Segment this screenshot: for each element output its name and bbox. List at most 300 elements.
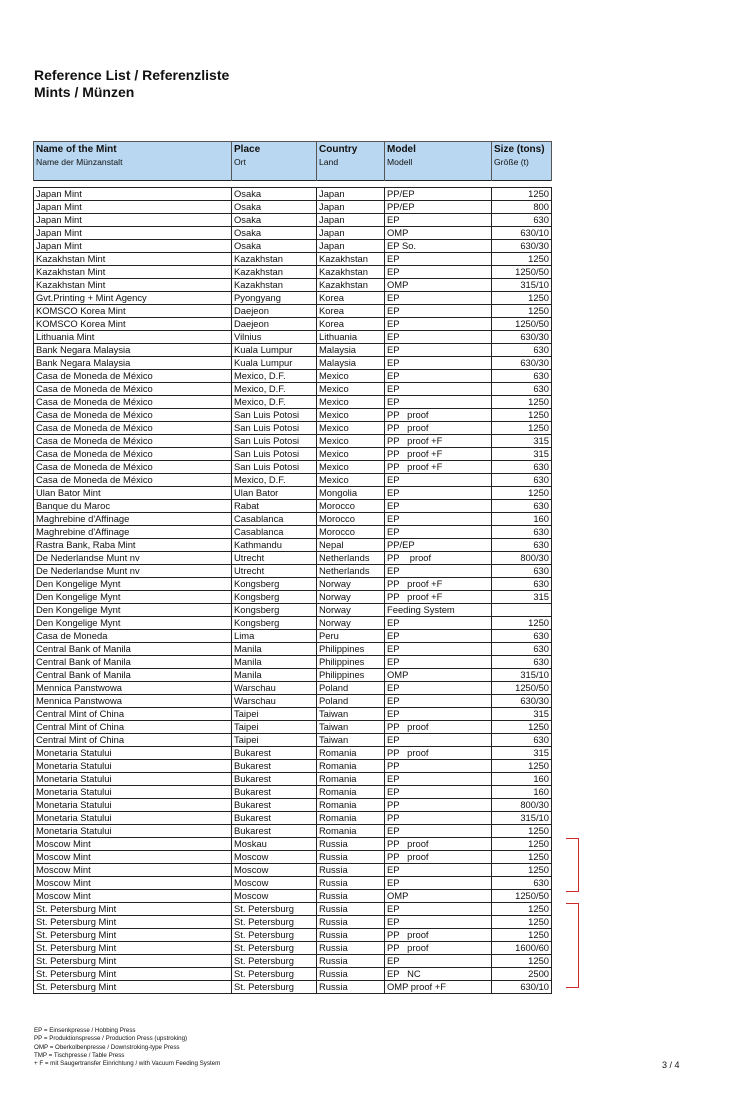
- cell-mint-name: Japan Mint: [34, 201, 232, 214]
- table-row: [34, 565, 552, 578]
- cell-place: Kongsberg: [232, 591, 317, 604]
- cell-mint-name: Moscow Mint: [34, 838, 232, 851]
- table-row: [34, 240, 552, 253]
- cell-mint-name: Banque du Maroc: [34, 500, 232, 513]
- cell-size: 315: [492, 591, 552, 604]
- cell-model: OMP: [385, 227, 492, 240]
- cell-place: Mexico, D.F.: [232, 383, 317, 396]
- cell-place: Bukarest: [232, 760, 317, 773]
- cell-mint-name: Casa de Moneda de México: [34, 370, 232, 383]
- table-row: [34, 526, 552, 539]
- cell-place: Osaka: [232, 201, 317, 214]
- cell-country: Romania: [317, 825, 385, 838]
- table-row: [34, 825, 552, 838]
- cell-size: 1250: [492, 487, 552, 500]
- cell-model: EP: [385, 877, 492, 890]
- legend-line: + F = mit Saugertransfer Einrichtung / with Vacuum Feeding System: [34, 1060, 221, 1068]
- cell-country: Mexico: [317, 422, 385, 435]
- cell-size: 1250: [492, 825, 552, 838]
- cell-place: Kazakhstan: [232, 253, 317, 266]
- cell-model: EP: [385, 383, 492, 396]
- cell-country: Peru: [317, 630, 385, 643]
- cell-country: Norway: [317, 591, 385, 604]
- cell-place: St. Petersburg: [232, 916, 317, 929]
- cell-size: 630: [492, 383, 552, 396]
- cell-mint-name: Casa de Moneda de México: [34, 448, 232, 461]
- cell-mint-name: St. Petersburg Mint: [34, 903, 232, 916]
- cell-model: EP: [385, 682, 492, 695]
- table-row: [34, 539, 552, 552]
- cell-place: Kongsberg: [232, 617, 317, 630]
- cell-country: Russia: [317, 877, 385, 890]
- cell-model: EP: [385, 305, 492, 318]
- cell-mint-name: Den Kongelige Mynt: [34, 578, 232, 591]
- cell-size: 1250: [492, 292, 552, 305]
- cell-model: OMP proof +F: [385, 981, 492, 994]
- table-row: [34, 500, 552, 513]
- cell-mint-name: KOMSCO Korea Mint: [34, 305, 232, 318]
- cell-model: EP: [385, 773, 492, 786]
- cell-place: Mexico, D.F.: [232, 474, 317, 487]
- cell-mint-name: Monetaria Statului: [34, 773, 232, 786]
- cell-place: Daejeon: [232, 318, 317, 331]
- cell-place: Manila: [232, 669, 317, 682]
- table-row: [34, 604, 552, 617]
- cell-model: PP proof +F: [385, 448, 492, 461]
- cell-mint-name: St. Petersburg Mint: [34, 916, 232, 929]
- cell-mint-name: Casa de Moneda de México: [34, 474, 232, 487]
- cell-mint-name: St. Petersburg Mint: [34, 955, 232, 968]
- cell-mint-name: Moscow Mint: [34, 864, 232, 877]
- cell-place: Rabat: [232, 500, 317, 513]
- cell-size: [492, 604, 552, 617]
- cell-size: 630/10: [492, 981, 552, 994]
- cell-country: Japan: [317, 188, 385, 201]
- table-row: [34, 786, 552, 799]
- cell-mint-name: Moscow Mint: [34, 877, 232, 890]
- cell-model: EP: [385, 370, 492, 383]
- cell-model: EP: [385, 955, 492, 968]
- table-row: [34, 266, 552, 279]
- header-model: Model Modell: [385, 142, 492, 181]
- legend-line: EP = Einsenkpresse / Hobbing Press: [34, 1027, 136, 1034]
- cell-size: 1250: [492, 721, 552, 734]
- table-row: [34, 682, 552, 695]
- cell-mint-name: Bank Negara Malaysia: [34, 357, 232, 370]
- cell-country: Russia: [317, 929, 385, 942]
- cell-country: Russia: [317, 968, 385, 981]
- cell-mint-name: St. Petersburg Mint: [34, 981, 232, 994]
- table-row: [34, 695, 552, 708]
- cell-model: EP: [385, 903, 492, 916]
- table-row: [34, 370, 552, 383]
- cell-country: Kazakhstan: [317, 253, 385, 266]
- cell-place: Warschau: [232, 695, 317, 708]
- cell-size: 630: [492, 565, 552, 578]
- cell-place: Vilnius: [232, 331, 317, 344]
- cell-mint-name: Monetaria Statului: [34, 786, 232, 799]
- cell-mint-name: Japan Mint: [34, 227, 232, 240]
- cell-country: Poland: [317, 695, 385, 708]
- cell-country: Mexico: [317, 448, 385, 461]
- cell-model: EP: [385, 643, 492, 656]
- cell-mint-name: Japan Mint: [34, 214, 232, 227]
- cell-mint-name: KOMSCO Korea Mint: [34, 318, 232, 331]
- cell-model: Feeding System: [385, 604, 492, 617]
- table-row: [34, 942, 552, 955]
- cell-size: 630/10: [492, 227, 552, 240]
- cell-place: Taipei: [232, 734, 317, 747]
- cell-country: Taiwan: [317, 734, 385, 747]
- cell-model: EP: [385, 500, 492, 513]
- cell-mint-name: Central Mint of China: [34, 708, 232, 721]
- cell-country: Korea: [317, 305, 385, 318]
- cell-mint-name: Mennica Panstwowa: [34, 695, 232, 708]
- cell-mint-name: Japan Mint: [34, 188, 232, 201]
- cell-mint-name: Lithuania Mint: [34, 331, 232, 344]
- cell-country: Mexico: [317, 396, 385, 409]
- cell-place: Daejeon: [232, 305, 317, 318]
- table-row: [34, 903, 552, 916]
- cell-mint-name: Casa de Moneda de México: [34, 422, 232, 435]
- cell-mint-name: Casa de Moneda de México: [34, 409, 232, 422]
- cell-mint-name: Casa de Moneda de México: [34, 383, 232, 396]
- table-row: [34, 721, 552, 734]
- cell-model: OMP: [385, 890, 492, 903]
- cell-country: Romania: [317, 773, 385, 786]
- cell-country: Korea: [317, 318, 385, 331]
- cell-size: 1250/50: [492, 890, 552, 903]
- st-petersburg-group-bracket: [566, 903, 579, 988]
- cell-mint-name: Moscow Mint: [34, 851, 232, 864]
- legend-line: PP = Produktionspresse / Production Press (upstroking): [34, 1035, 188, 1043]
- cell-place: St. Petersburg: [232, 903, 317, 916]
- cell-size: 315/10: [492, 669, 552, 682]
- cell-place: Osaka: [232, 214, 317, 227]
- cell-size: 1250: [492, 617, 552, 630]
- table-row: [34, 591, 552, 604]
- cell-size: 630: [492, 539, 552, 552]
- cell-model: PP proof +F: [385, 591, 492, 604]
- table-row: [34, 201, 552, 214]
- cell-place: Bukarest: [232, 812, 317, 825]
- cell-place: Moscow: [232, 864, 317, 877]
- cell-model: PP proof: [385, 942, 492, 955]
- cell-model: EP: [385, 630, 492, 643]
- table-row: [34, 305, 552, 318]
- cell-mint-name: Maghrebine d'Affinage: [34, 513, 232, 526]
- table-row: [34, 279, 552, 292]
- cell-place: Warschau: [232, 682, 317, 695]
- cell-size: 1250/50: [492, 682, 552, 695]
- cell-model: EP: [385, 487, 492, 500]
- header-size: Size (tons) Größe (t): [492, 142, 552, 181]
- cell-model: EP: [385, 734, 492, 747]
- cell-model: OMP: [385, 279, 492, 292]
- table-row: [34, 617, 552, 630]
- table-row: [34, 188, 552, 201]
- cell-country: Mexico: [317, 409, 385, 422]
- header-country: Country Land: [317, 142, 385, 181]
- cell-model: PP: [385, 760, 492, 773]
- cell-mint-name: Central Bank of Manila: [34, 656, 232, 669]
- table-row: [34, 474, 552, 487]
- cell-size: 630/30: [492, 240, 552, 253]
- cell-size: 315: [492, 448, 552, 461]
- cell-country: Lithuania: [317, 331, 385, 344]
- cell-model: PP proof: [385, 409, 492, 422]
- cell-model: EP: [385, 526, 492, 539]
- cell-place: Moscow: [232, 877, 317, 890]
- cell-place: Moscow: [232, 851, 317, 864]
- cell-country: Russia: [317, 955, 385, 968]
- title-line-2: Mints / Münzen: [34, 84, 135, 100]
- cell-place: Osaka: [232, 227, 317, 240]
- cell-place: San Luis Potosi: [232, 409, 317, 422]
- cell-place: St. Petersburg: [232, 929, 317, 942]
- cell-mint-name: Monetaria Statului: [34, 747, 232, 760]
- cell-model: OMP: [385, 669, 492, 682]
- cell-place: Osaka: [232, 188, 317, 201]
- table-header-row: [34, 142, 552, 181]
- cell-place: Mexico, D.F.: [232, 396, 317, 409]
- cell-size: 630: [492, 656, 552, 669]
- cell-size: 1250: [492, 929, 552, 942]
- cell-country: Russia: [317, 851, 385, 864]
- cell-mint-name: Japan Mint: [34, 240, 232, 253]
- cell-place: Kongsberg: [232, 578, 317, 591]
- cell-country: Russia: [317, 981, 385, 994]
- cell-size: 630: [492, 461, 552, 474]
- table-row: [34, 461, 552, 474]
- cell-country: Mexico: [317, 474, 385, 487]
- table-row: [34, 435, 552, 448]
- table-row: [34, 747, 552, 760]
- cell-size: 800: [492, 201, 552, 214]
- legend-line: TMP = Tischpresse / Table Press: [34, 1051, 125, 1059]
- cell-country: Russia: [317, 838, 385, 851]
- cell-mint-name: Maghrebine d'Affinage: [34, 526, 232, 539]
- cell-country: Philippines: [317, 669, 385, 682]
- cell-size: 1250: [492, 760, 552, 773]
- cell-model: EP: [385, 318, 492, 331]
- cell-mint-name: Casa de Moneda de México: [34, 396, 232, 409]
- cell-country: Mexico: [317, 435, 385, 448]
- table-row: [34, 578, 552, 591]
- table-row: [34, 422, 552, 435]
- cell-country: Malaysia: [317, 344, 385, 357]
- cell-size: 630: [492, 734, 552, 747]
- cell-country: Taiwan: [317, 721, 385, 734]
- cell-model: PP/EP: [385, 188, 492, 201]
- cell-mint-name: Central Bank of Manila: [34, 669, 232, 682]
- cell-country: Romania: [317, 786, 385, 799]
- cell-size: 1250: [492, 955, 552, 968]
- legend-line: OMP = Oberkolbenpresse / Downstroking-type Press: [34, 1043, 180, 1051]
- cell-country: Mexico: [317, 461, 385, 474]
- cell-model: EP: [385, 513, 492, 526]
- cell-size: 630: [492, 643, 552, 656]
- table-row: [34, 383, 552, 396]
- cell-country: Netherlands: [317, 552, 385, 565]
- cell-place: Bukarest: [232, 747, 317, 760]
- cell-place: Manila: [232, 656, 317, 669]
- cell-mint-name: St. Petersburg Mint: [34, 929, 232, 942]
- cell-country: Morocco: [317, 526, 385, 539]
- cell-country: Norway: [317, 578, 385, 591]
- cell-mint-name: Den Kongelige Mynt: [34, 604, 232, 617]
- cell-model: PP proof: [385, 838, 492, 851]
- cell-size: 630: [492, 526, 552, 539]
- cell-country: Romania: [317, 799, 385, 812]
- cell-country: Japan: [317, 201, 385, 214]
- cell-size: 1250: [492, 864, 552, 877]
- cell-place: Utrecht: [232, 552, 317, 565]
- cell-mint-name: De Nederlandse Munt nv: [34, 565, 232, 578]
- cell-mint-name: Monetaria Statului: [34, 799, 232, 812]
- cell-size: 1250: [492, 409, 552, 422]
- cell-mint-name: Central Bank of Manila: [34, 643, 232, 656]
- cell-model: EP: [385, 786, 492, 799]
- cell-country: Kazakhstan: [317, 279, 385, 292]
- table-row: [34, 760, 552, 773]
- table-row: [34, 448, 552, 461]
- table-row: [34, 630, 552, 643]
- cell-country: Taiwan: [317, 708, 385, 721]
- cell-mint-name: Monetaria Statului: [34, 812, 232, 825]
- cell-model: PP: [385, 812, 492, 825]
- cell-model: EP: [385, 565, 492, 578]
- cell-place: St. Petersburg: [232, 981, 317, 994]
- cell-mint-name: St. Petersburg Mint: [34, 968, 232, 981]
- cell-model: EP: [385, 214, 492, 227]
- cell-size: 1250: [492, 396, 552, 409]
- table-row: [34, 890, 552, 903]
- cell-place: Moscow: [232, 890, 317, 903]
- table-row: [34, 344, 552, 357]
- cell-size: 315: [492, 708, 552, 721]
- table-row: [34, 656, 552, 669]
- cell-place: San Luis Potosi: [232, 448, 317, 461]
- cell-model: PP proof: [385, 552, 492, 565]
- cell-size: 1250: [492, 903, 552, 916]
- moscow-group-bracket: [566, 838, 579, 892]
- table-row: [34, 851, 552, 864]
- table-row: [34, 864, 552, 877]
- cell-country: Norway: [317, 604, 385, 617]
- cell-country: Romania: [317, 760, 385, 773]
- table-row: [34, 929, 552, 942]
- cell-model: PP: [385, 799, 492, 812]
- cell-model: EP NC: [385, 968, 492, 981]
- abbreviation-legend: [34, 1027, 220, 1068]
- cell-size: 1250: [492, 422, 552, 435]
- cell-mint-name: Casa de Moneda de México: [34, 461, 232, 474]
- cell-mint-name: Kazakhstan Mint: [34, 266, 232, 279]
- cell-mint-name: Den Kongelige Mynt: [34, 617, 232, 630]
- cell-place: Kuala Lumpur: [232, 357, 317, 370]
- cell-place: St. Petersburg: [232, 955, 317, 968]
- cell-place: Kuala Lumpur: [232, 344, 317, 357]
- cell-country: Russia: [317, 903, 385, 916]
- table-row: [34, 357, 552, 370]
- cell-size: 1250: [492, 838, 552, 851]
- cell-size: 1250: [492, 188, 552, 201]
- cell-size: 630: [492, 370, 552, 383]
- cell-model: EP: [385, 864, 492, 877]
- cell-country: Philippines: [317, 643, 385, 656]
- cell-model: EP: [385, 344, 492, 357]
- cell-place: Pyongyang: [232, 292, 317, 305]
- cell-size: 2500: [492, 968, 552, 981]
- cell-place: Ulan Bator: [232, 487, 317, 500]
- cell-country: Mexico: [317, 383, 385, 396]
- cell-size: 1250/50: [492, 266, 552, 279]
- cell-size: 630: [492, 630, 552, 643]
- cell-place: San Luis Potosi: [232, 435, 317, 448]
- cell-size: 160: [492, 773, 552, 786]
- cell-place: Taipei: [232, 708, 317, 721]
- cell-size: 315: [492, 435, 552, 448]
- cell-size: 1600/60: [492, 942, 552, 955]
- cell-place: Lima: [232, 630, 317, 643]
- cell-model: EP: [385, 825, 492, 838]
- cell-size: 1250/50: [492, 318, 552, 331]
- cell-mint-name: St. Petersburg Mint: [34, 942, 232, 955]
- cell-model: PP proof: [385, 721, 492, 734]
- cell-country: Russia: [317, 942, 385, 955]
- cell-mint-name: Kazakhstan Mint: [34, 253, 232, 266]
- cell-model: PP proof: [385, 422, 492, 435]
- cell-model: PP proof: [385, 747, 492, 760]
- table-row: [34, 409, 552, 422]
- table-row: [34, 799, 552, 812]
- cell-mint-name: Mennica Panstwowa: [34, 682, 232, 695]
- table-row: [34, 955, 552, 968]
- header-gap-row: [34, 181, 552, 188]
- table-row: [34, 396, 552, 409]
- cell-mint-name: Central Mint of China: [34, 734, 232, 747]
- cell-size: 630: [492, 500, 552, 513]
- table-row: [34, 812, 552, 825]
- table-row: [34, 916, 552, 929]
- cell-mint-name: Kazakhstan Mint: [34, 279, 232, 292]
- cell-country: Russia: [317, 864, 385, 877]
- page-number: 3 / 4: [662, 1060, 680, 1070]
- cell-country: Malaysia: [317, 357, 385, 370]
- table-row: [34, 981, 552, 994]
- table-row: [34, 669, 552, 682]
- header-place: Place Ort: [232, 142, 317, 181]
- cell-place: San Luis Potosi: [232, 422, 317, 435]
- reference-table: [33, 141, 552, 994]
- cell-place: Bukarest: [232, 773, 317, 786]
- cell-size: 630: [492, 578, 552, 591]
- cell-size: 1250: [492, 253, 552, 266]
- cell-place: Utrecht: [232, 565, 317, 578]
- cell-mint-name: Bank Negara Malaysia: [34, 344, 232, 357]
- cell-model: PP proof: [385, 851, 492, 864]
- cell-size: 1250: [492, 305, 552, 318]
- cell-country: Morocco: [317, 500, 385, 513]
- cell-size: 800/30: [492, 799, 552, 812]
- cell-place: Kazakhstan: [232, 279, 317, 292]
- table-row: [34, 968, 552, 981]
- cell-place: Bukarest: [232, 799, 317, 812]
- cell-country: Russia: [317, 890, 385, 903]
- cell-mint-name: Gvt.Printing + Mint Agency: [34, 292, 232, 305]
- cell-place: Moskau: [232, 838, 317, 851]
